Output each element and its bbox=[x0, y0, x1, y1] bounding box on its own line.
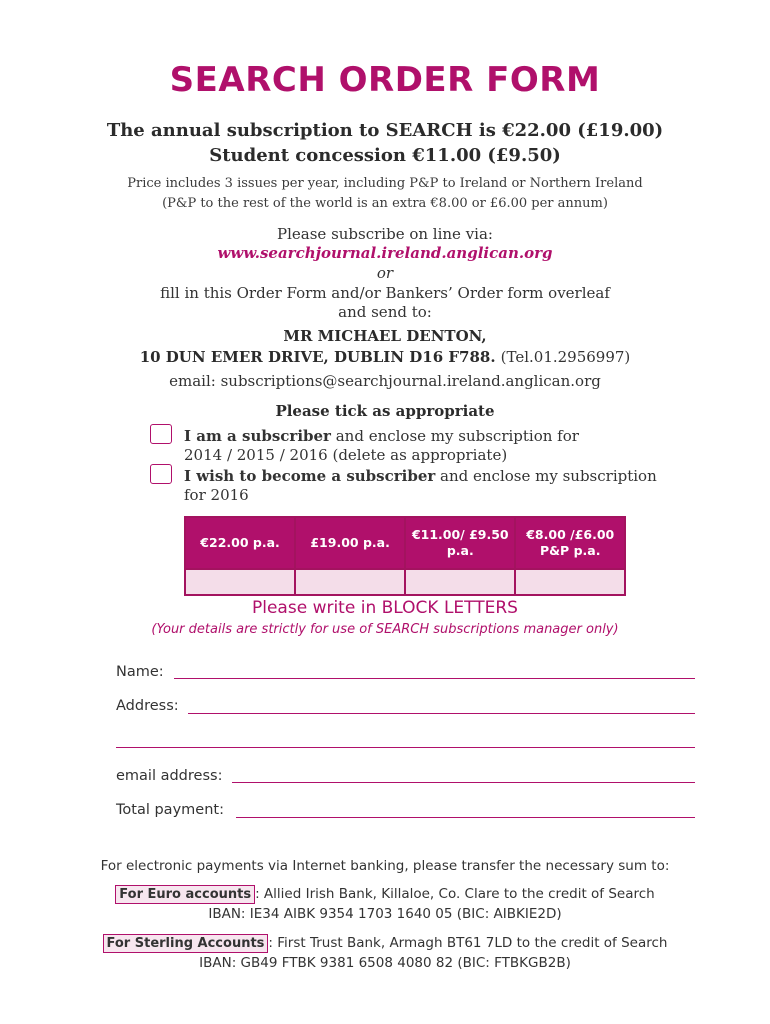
existing-subscriber-option bbox=[184, 427, 579, 465]
sterling-account-label: For Sterling Accounts bbox=[103, 934, 269, 953]
sterling-account-line bbox=[0, 935, 770, 951]
block-letters-heading: Please write in BLOCK LETTERS bbox=[252, 598, 518, 618]
price-table bbox=[184, 516, 626, 596]
sterling-account-bank: : First Trust Bank, Armagh BT61 7LD to the credit of Search bbox=[268, 935, 668, 951]
existing-subscriber-checkbox[interactable] bbox=[150, 424, 172, 444]
price-header-row bbox=[185, 517, 625, 569]
price-sterling-cell: £19.00 p.a. bbox=[295, 517, 405, 569]
student-concession-line: Student concession €11.00 (£9.50) bbox=[209, 145, 561, 166]
address-field-line-2[interactable] bbox=[116, 747, 695, 748]
new-subscriber-checkbox[interactable] bbox=[150, 464, 172, 484]
subscription-price-line: The annual subscription to SEARCH is €22.00 (£19.00) bbox=[106, 120, 664, 141]
send-to-text: and send to: bbox=[338, 303, 432, 321]
new-subscriber-year: for 2016 bbox=[184, 486, 249, 504]
email-label: email address: bbox=[116, 768, 223, 784]
recipient-address-line bbox=[0, 347, 770, 366]
euro-account-line bbox=[0, 886, 770, 902]
recipient-email: email: subscriptions@searchjournal.ireland.anglican.org bbox=[169, 372, 601, 390]
price-student-period: p.a. bbox=[446, 543, 474, 558]
form-title: SEARCH ORDER FORM bbox=[169, 60, 601, 100]
entry-sterling-cell[interactable] bbox=[295, 569, 405, 595]
existing-subscriber-label: I am a subscriber bbox=[184, 427, 331, 445]
existing-subscriber-rest: and enclose my subscription for bbox=[330, 427, 579, 445]
new-subscriber-option bbox=[184, 467, 657, 505]
or-text: or bbox=[376, 264, 394, 282]
email-field[interactable] bbox=[232, 782, 695, 783]
price-euro-cell: €22.00 p.a. bbox=[185, 517, 295, 569]
address-field[interactable] bbox=[188, 713, 695, 714]
recipient-telephone: (Tel.01.2956997) bbox=[500, 348, 631, 366]
total-payment-label: Total payment: bbox=[116, 802, 224, 818]
entry-student-cell[interactable] bbox=[405, 569, 515, 595]
name-label: Name: bbox=[116, 664, 164, 680]
tick-heading: Please tick as appropriate bbox=[275, 402, 495, 420]
price-postage-cell bbox=[515, 517, 625, 569]
entry-postage-cell[interactable] bbox=[515, 569, 625, 595]
price-postage-amount: €8.00 /£6.00 bbox=[526, 527, 615, 542]
subscribe-online-text: Please subscribe on line via: bbox=[277, 225, 493, 243]
fill-form-text: fill in this Order Form and/or Bankers’ Order form overleaf bbox=[160, 284, 610, 302]
entry-euro-cell[interactable] bbox=[185, 569, 295, 595]
new-subscriber-rest: and enclose my subscription bbox=[435, 467, 657, 485]
payment-intro: For electronic payments via Internet banking, please transfer the necessary sum to: bbox=[100, 858, 670, 874]
price-postage-period: P&P p.a. bbox=[540, 543, 601, 558]
recipient-address: 10 DUN EMER DRIVE, DUBLIN D16 F788. bbox=[139, 348, 496, 366]
new-subscriber-label: I wish to become a subscriber bbox=[184, 467, 436, 485]
euro-iban: IBAN: IE34 AIBK 9354 1703 1640 05 (BIC: AIBKIE2D) bbox=[208, 906, 562, 922]
price-student-cell bbox=[405, 517, 515, 569]
postage-note: (P&P to the rest of the world is an extra €8.00 or £6.00 per annum) bbox=[162, 196, 608, 211]
total-payment-field[interactable] bbox=[236, 817, 695, 818]
name-field[interactable] bbox=[174, 678, 695, 679]
euro-account-bank: : Allied Irish Bank, Killaloe, Co. Clare to the credit of Search bbox=[255, 886, 655, 902]
recipient-name: MR MICHAEL DENTON, bbox=[283, 327, 487, 345]
price-student-amount: €11.00/ £9.50 bbox=[411, 527, 509, 542]
sterling-iban: IBAN: GB49 FTBK 9381 6508 4080 82 (BIC: FTBKGB2B) bbox=[199, 955, 571, 971]
price-note: Price includes 3 issues per year, including P&P to Ireland or Northern Ireland bbox=[127, 176, 643, 191]
privacy-note: (Your details are strictly for use of SEARCH subscriptions manager only) bbox=[151, 622, 619, 637]
existing-subscriber-years: 2014 / 2015 / 2016 (delete as appropriate) bbox=[184, 446, 508, 464]
address-label: Address: bbox=[116, 698, 179, 714]
price-entry-row bbox=[185, 569, 625, 595]
euro-account-label: For Euro accounts bbox=[115, 885, 255, 904]
journal-website-link[interactable]: www.searchjournal.ireland.anglican.org bbox=[217, 244, 553, 262]
